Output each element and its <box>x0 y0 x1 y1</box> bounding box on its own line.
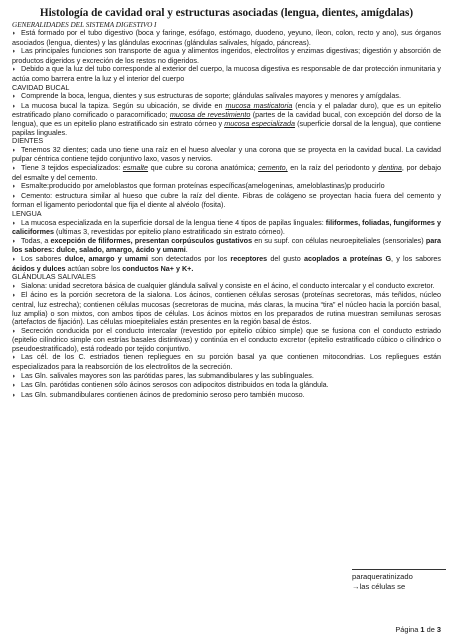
paragraph: ◗ Debido a que la luz del tubo corresponde al exterior del cuerpo, la mucosa digestiva es responsable de dar protección inmunitaria y actúa como barrera entre la luz y el interior del cuerpo <box>12 64 441 84</box>
footnote-2: →las células se <box>352 582 406 591</box>
paragraph: ◗ La mucosa bucal la tapiza. Según su ubicación, se divide en mucosa masticatoria (encía y el paladar duro), que es un epitelio estratificado plano cornificado o paracornificado; mucosa de revestimiento (partes de la cavidad bucal, con excepción del dorso de la lengua), que es un epitelio plano estratificado sin estrato córneo y mucosa especializada (superficie dorsal de la lengua), que contiene papilas linguales. <box>12 100 442 137</box>
bullet-icon: ◗ <box>12 292 16 300</box>
term-masticatoria: mucosa masticatoria <box>225 100 293 110</box>
paragraph: ◗ El ácino es la porción secretora de la sialona. Los ácinos, contienen células serosas (proteínas secretoras, más teñidos, núcleo central, luz estrecha); contienen células mucosas (secretoras de mucina, más claras, la mucina “tira” el núcleo hacia la porción basal, luz amplia) o son mixtos, con ambos tipos de células. Los ácinos mixtos en los preparados de rutina muestran semilunas serosas (artefactos de fijación). Las células mioepiteliales están presentes en la región basal de éstos. <box>12 290 441 327</box>
document-body <box>12 21 441 401</box>
bullet-icon: ◗ <box>12 165 16 172</box>
page-number: Página 1 de 3 <box>395 625 441 634</box>
paragraph: ◗ Esmalte:producido por ameloblastos que forman proteínas específicas(amelogeninas, ameloblastinas)p producirlo <box>12 181 385 191</box>
section-heading-generalidades: GENERALIDADES DEL SISTEMA DIGESTIVO I <box>12 20 157 29</box>
bullet-icon: ◗ <box>12 372 16 380</box>
bullet-icon: ◗ <box>12 102 16 110</box>
bullet-icon: ◗ <box>12 183 16 191</box>
term-revestimiento: mucosa de revestimiento <box>169 110 251 120</box>
term-esmalte: esmalte <box>122 163 149 172</box>
footnotes <box>352 572 413 592</box>
bullet-icon: ◗ <box>12 391 16 399</box>
footnote-1: paraqueratinizado <box>352 572 413 581</box>
section-heading-lengua: LENGUA <box>12 208 42 218</box>
paragraph: ◗ La mucosa especializada en la superficie dorsal de la lengua tiene 4 tipos de papilas linguales: filiformes, foliadas, fungiformes y caliciformes (ultimas 3, revestidas por epitelio plano estratificado sin estrato córneo). <box>12 217 441 237</box>
bullet-icon: ◗ <box>12 219 16 227</box>
bullet-icon: ◗ <box>12 30 16 38</box>
paragraph: ◗ Las principales funciones son transporte de agua y alimentos ingeridos, electrolitos y enzimas digestivas; digestión y absorción de productos digeridos y excreción de los restos no digeridos. <box>12 46 441 65</box>
paragraph: ◗ Comprende la boca, lengua, dientes y sus estructuras de soporte; glándulas salivales mayores y menores y amígdalas. <box>12 91 401 101</box>
section-heading-cavidad: CAVIDAD BUCAL <box>12 82 70 92</box>
term-cemento: cemento, <box>258 163 288 172</box>
paragraph: ◗ Tenemos 32 dientes; cada uno tiene una raíz en el hueso alveolar y una corona que se proyecta en la cavidad bucal. La cavidad pulpar céntrica contiene tejido conjuntivo laxo, vasos y nervios. <box>12 144 441 164</box>
paragraph: ◗ Tiene 3 tejidos especializados: esmalte que cubre su corona anatómica; cemento, en la raíz del periodonto y dentina, por debajo del esmalte y del cemento. <box>12 163 442 182</box>
bullet-icon: ◗ <box>12 382 16 390</box>
paragraph: ◗ Las Gln. salivales mayores son las parótidas pares, las submandibulares y las sublinguales. <box>12 370 314 380</box>
section-heading-glandulas: GLÁNDULAS SALIVALES <box>12 272 96 282</box>
bullet-icon: ◗ <box>12 93 16 101</box>
term-dentina: dentina <box>378 163 402 172</box>
bullet-icon: ◗ <box>12 192 16 200</box>
term-especializada: mucosa especializada <box>224 119 296 129</box>
paragraph: ◗ Cemento: estructura similar al hueso que cubre la raíz del diente. Fibras de colágeno se proyectan hacia fuera del cemento y forman el ligamento periodontal que fija el diente al alvéolo (fosita). <box>12 190 441 210</box>
footnote-separator <box>352 569 446 570</box>
paragraph: ◗ Todas, a excepción de filiformes, presentan corpúsculos gustativos en su supf. con células neuroepiteliales (sensoriales) para los sabores: dulce, salado, amargo, ácido y umami. <box>12 235 441 255</box>
bullet-icon: ◗ <box>12 255 16 263</box>
paragraph: ◗ Los sabores dulce, amargo y umami son detectados por los receptores del gusto acoplados a proteínas G, y los sabores ácidos y dulces actúan sobre los conductos Na+ y K+. <box>12 253 441 273</box>
bullet-icon: ◗ <box>12 146 16 154</box>
paragraph: ◗ Las Gln. parótidas contienen sólo ácinos serosos con adipocitos distribuidos en toda la glándula. <box>12 380 329 390</box>
paragraph: ◗ Las cél. de los C. estriados tienen repliegues en su porción basal ya que contienen mitocondrias. Los repliegues están especializados para la reabsorción de los electrolitos de la secreción. <box>12 352 441 372</box>
paragraph: ◗ Secreción conducida por el conducto intercalar (revestido por epitelio cúbico simple) que se fusiona con el conducto estriado (epitelio cilíndrico simple con estrías basales distintivas) y continúa en el conducto excretor (epitelio estratificado cúbico o cilíndrico o pseudoestratificado), está rodeado por tejido conjuntivo. <box>12 325 441 353</box>
paragraph: ◗ Está formado por el tubo digestivo (boca y faringe, esófago, estómago, duodeno, yeyuno, íleon, colon, recto y ano), sus órganos asociados (lengua, dientes) y las glándulas exocrinas (glándulas salivales, hígado, páncreas). <box>12 28 441 47</box>
bullet-icon: ◗ <box>12 282 16 290</box>
document-title: Histología de cavidad oral y estructuras asociadas (lengua, dientes, amígdalas) <box>39 7 414 19</box>
bullet-icon: ◗ <box>12 354 16 362</box>
bullet-icon: ◗ <box>12 66 16 74</box>
bullet-icon: ◗ <box>12 237 16 245</box>
section-heading-dientes: DIENTES <box>12 136 44 146</box>
paragraph: ◗ Las Gln. submandibulares contienen ácinos de predominio seroso pero también mucoso. <box>12 389 305 399</box>
bullet-icon: ◗ <box>12 327 16 335</box>
paragraph: ◗ Sialona: unidad secretora básica de cualquier glándula salival y consiste en el ácino, el conducto intercalar y el conducto excretor. <box>12 280 435 290</box>
bullet-icon: ◗ <box>12 48 16 56</box>
